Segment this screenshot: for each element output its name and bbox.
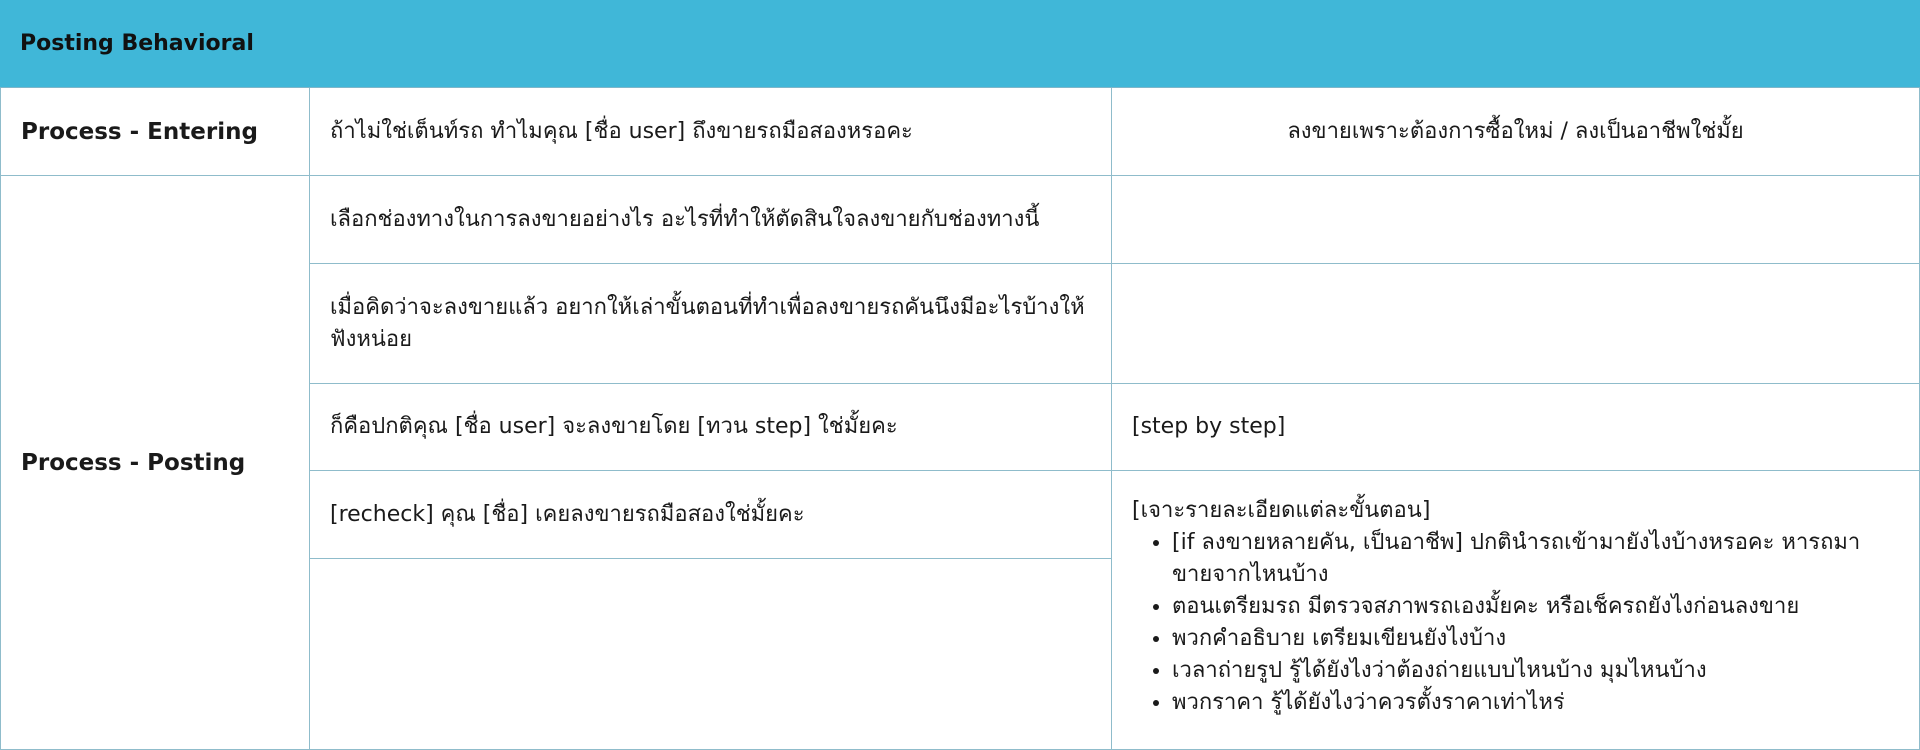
posting-label: Process - Posting <box>21 449 246 476</box>
list-item: • เวลาถ่ายรูป รู้ได้ยังไงว่าต้องถ่ายแบบไหนบ้าง มุมไหนบ้าง <box>1172 655 1899 687</box>
detail-block <box>1132 495 1899 719</box>
posting-question-1-cell <box>310 176 1112 264</box>
table-title: Posting Behavioral <box>20 30 254 56</box>
entering-label: Process - Entering <box>21 118 258 145</box>
list-item: • พวกราคา รู้ได้ยังไงว่าควรตั้งราคาเท่าไหร่ <box>1172 687 1899 719</box>
detail-list <box>1132 527 1899 719</box>
posting-note-3: [step by step] <box>1132 414 1286 439</box>
entering-question: ถ้าไม่ใช่เต็นท์รถ ทำไมคุณ [ชื่อ user] ถึงขายรถมือสองหรอคะ <box>330 118 913 144</box>
posting-note-3-cell <box>1112 384 1920 471</box>
list-item: • พวกคำอธิบาย เตรียมเขียนยังไงบ้าง <box>1172 623 1899 655</box>
posting-question-4: [recheck] คุณ [ชื่อ] เคยลงขายรถมือสองใช่มั้ยคะ <box>330 501 805 527</box>
posting-question-1: เลือกช่องทางในการลงขายอย่างไร อะไรที่ทำให้ตัดสินใจลงขายกับช่องทางนี้ <box>330 206 1040 232</box>
posting-question-3: ก็คือปกติคุณ [ชื่อ user] จะลงขายโดย [ทวน step] ใช่มั้ยคะ <box>330 414 898 439</box>
entering-answer: ลงขายเพราะต้องการซื้อใหม่ / ลงเป็นอาชีพใช่มั้ย <box>1287 118 1744 144</box>
entering-question-cell <box>310 88 1112 176</box>
detail-title: [เจาะรายละเอียดแต่ละขั้นตอน] <box>1132 498 1431 523</box>
posting-question-3-cell <box>310 384 1112 471</box>
posting-question-4-cell <box>310 471 1112 559</box>
table-header <box>0 0 1920 88</box>
posting-note-1-cell <box>1112 176 1920 264</box>
posting-question-2: เมื่อคิดว่าจะลงขายแล้ว อยากให้เล่าขั้นตอนที่ทำเพื่อลงขายรถคันนึงมีอะไรบ้างให้ฟังหน่อย <box>330 294 1085 352</box>
list-item: • [if ลงขายหลายคัน, เป็นอาชีพ] ปกตินำรถเข้ามายังไงบ้างหรอคะ หารถมาขายจากไหนบ้าง <box>1172 527 1899 591</box>
posting-question-5-cell <box>310 559 1112 750</box>
entering-answer-cell <box>1112 88 1920 176</box>
posting-note-4-cell <box>1112 471 1920 750</box>
row-label-entering <box>0 88 310 176</box>
row-label-posting <box>0 176 310 750</box>
posting-note-2-cell <box>1112 264 1920 384</box>
posting-question-2-cell <box>310 264 1112 384</box>
list-item: • ตอนเตรียมรถ มีตรวจสภาพรถเองมั้ยคะ หรือเช็ครถยังไงก่อนลงขาย <box>1172 591 1899 623</box>
